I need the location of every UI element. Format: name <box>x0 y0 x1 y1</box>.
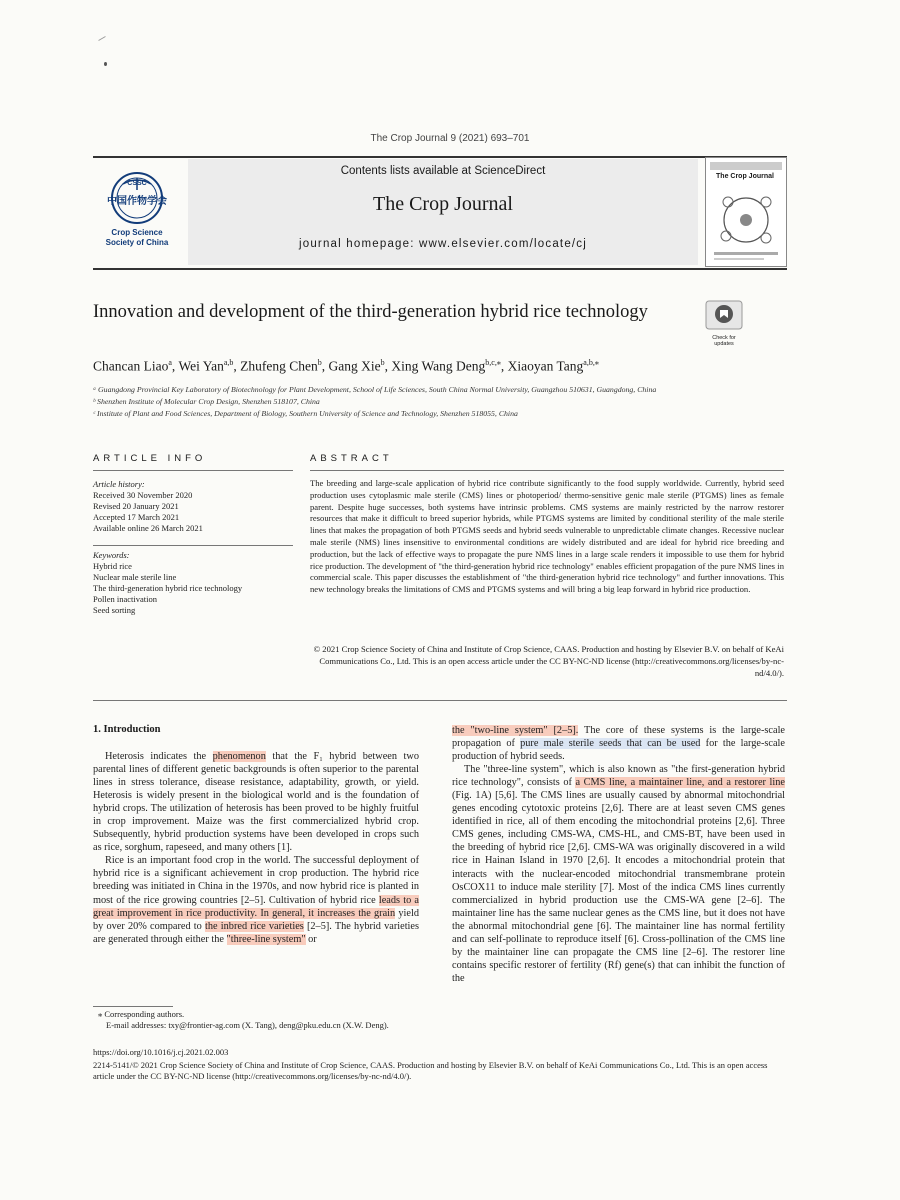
check-for-updates-label: Check for updates <box>712 335 736 347</box>
highlighted-text: the inbred rice varieties <box>205 920 304 932</box>
contents-line: Contents lists available at ScienceDirect <box>340 165 546 177</box>
right-column <box>452 724 785 985</box>
abstract-copyright: © 2021 Crop Science Society of China and Institute of Crop Science, CAAS. Production and hosting by Elsevier B.V. on behalf of KeAi Communications Co., Ltd. This is an open access article under the CC BY-NC-ND license (http://creativecommons.org/licenses/by-nc-nd/4.0/). <box>313 644 784 678</box>
corresponding-authors-note: ⁎ Corresponding authors. <box>98 1009 185 1019</box>
highlighted-text: "three-line system" <box>226 933 306 945</box>
text-run: The "three-line system", which is also known as "the first-generation hybrid rice technology", consists of <box>452 764 785 789</box>
affiliation-c: ᶜ Institute of Plant and Food Sciences, Department of Biology, Southern University of Science and Technology, Shenzhen 518055, China <box>93 409 518 418</box>
intro-paragraph-2 <box>93 854 419 945</box>
author-affiliation-marker: a,b <box>223 358 234 367</box>
society-name <box>93 228 181 248</box>
left-column <box>93 750 419 946</box>
keyword: The third-generation hybrid rice technology <box>93 583 243 593</box>
highlighted-text: phenomenon <box>212 751 266 762</box>
society-name-line1: Crop Science <box>111 228 163 237</box>
text-run: [2–5]. The hybrid varieties are generated through either the <box>93 920 419 945</box>
society-name-line2: Society of China <box>105 238 169 247</box>
highlighted-text: the "two-line system" [2–5]. <box>452 725 579 736</box>
keywords-label: Keywords: <box>93 550 130 560</box>
license-statement: 2214-5141/© 2021 Crop Science Society of China and Institute of Crop Science, CAAS. Production and hosting by Elsevier B.V. on behalf of KeAi Communications Co., Ltd. This is an open access article under the CC BY-NC-ND license (http://creativecommons.org/licenses/by-nc-nd/4.0/). <box>93 1060 768 1081</box>
abstract-heading: ABSTRACT <box>310 453 393 464</box>
doi-link[interactable]: https://doi.org/10.1016/j.cj.2021.02.003 <box>93 1047 229 1057</box>
paper-title: Innovation and development of the third-generation hybrid rice technology <box>93 302 648 322</box>
cover-title: The Crop Journal <box>716 173 774 180</box>
author-name: Zhufeng Chen <box>240 358 318 374</box>
scan-mark <box>98 36 105 41</box>
author-name: Gang Xie <box>328 358 381 374</box>
abstract-text: The breeding and large-scale application of hybrid rice contribute significantly to the food supply worldwide. Currently, hybrid seed production uses cytoplasmic male sterile (CMS) lines or photoperiod/ thermo-sensitive genic male sterile (PTGMS) lines as female parent. Despite huge successes, both systems have intrinsic problems. CMS systems are mainly restricted by the narrow restorer resources that make it difficult to breed superior hybrids, while PTGMS systems are limited by conditional sterility of the male sterile lines that makes the propagation of both PTGMS seeds and hybrid seeds vulnerable to unpredictable climate changes. Recessive nuclear male sterile (NMS) lines insensitive to environmental conditions are widely distributed and are ideal for hybrid rice breeding and production, but the lack of effective ways to propagate the pure NMS lines in a large scale renders it impossible to use them for hybrid rice production. The development of "the third-generation hybrid rice technology" enables efficient propagation of the pure NMS lines in commercial scale. This paper discusses the establishment of "the third-generation hybrid rice technology" and further innovations. This new technology breaks the limitations of CMS and PTGMS systems and will bring a big leap forward in hybrid rice production. <box>310 478 784 595</box>
text-run: for the large-scale production of hybrid seeds. <box>452 738 785 763</box>
text-run: that the F₁ hybrid between two parental lines of different genetic backgrounds is often superior to the parental lines in stress tolerance, disease resistance, adaptability, growth, or yield. Heterosis is widely present in the biological world and is the foundation of hybrid crops. The utilization of heterosis has been proved to be highly fruitful in crop improvement. Maize was the first commercialized hybrid crop. Subsequently, hybrid production systems have been developed in crops such as rice, sorghum, rapeseed, and many others [1]. <box>93 751 419 854</box>
highlighted-text: pure male sterile seeds that can be used <box>520 738 701 750</box>
keywords-block <box>93 550 303 616</box>
author-affiliation-marker: a,b,⁎ <box>583 358 599 367</box>
author-affiliation-marker: b <box>380 358 385 367</box>
journal-homepage-link[interactable]: journal homepage: www.elsevier.com/locate/cj <box>298 238 588 250</box>
check-for-updates-badge[interactable] <box>705 300 743 347</box>
article-history <box>93 479 303 534</box>
intro-paragraph-4 <box>452 763 785 985</box>
footnote-rule <box>93 1006 173 1007</box>
logo-chinese-text: 中国作物学会 <box>107 196 167 207</box>
article-info-rule <box>93 470 293 471</box>
abstract-rule <box>310 470 784 471</box>
intro-paragraph-3 <box>452 724 785 763</box>
author-affiliation-marker: b <box>317 358 322 367</box>
highlighted-text: leads to a great improvement in rice productivity. In general, it increases the grain <box>93 894 419 919</box>
journal-citation: The Crop Journal 9 (2021) 693–701 <box>370 133 530 144</box>
author-affiliation-marker: a <box>168 358 172 367</box>
author-separator: , <box>384 358 392 374</box>
text-run: (Fig. 1A) [5,6]. The CMS lines are usually caused by abnormal mitochondrial genes encoding cytotoxic proteins [2,6]. There are at least seven CMS genes identified in rice, all of them encoding the mitochondrial proteins [2,6]. Three CMS genes, including CMS-WA, CMS-HL, and CMS-BT, have been used in the breeding of hybrid rice [2,6]. CMS-WA was originally discovered in a wild rice in Hainan Island in 1970 [2,6]. It encodes a mitochondrial protein that interacts with the nuclear-encoded mitochondrial transmembrane protein OsCOX11 to induce male sterility [7]. Most of the indica CMS lines currently commercialized in hybrid production use the CMS-WA gene [2–6]. The maintainer line has the same nuclear genes as the CMS line, but it does not have the abnormal mitochondrial gene [6]. The maintainer line has normal fertility and can self-pollinate to reproduce itself [6]. Cross-pollination of the CMS line by the maintainer line can propagate the CMS line [2–6]. The restorer line contains specific restorer of fertility (Rf) gene(s) that can inhibit the function of the <box>452 790 785 984</box>
history-revised: Revised 20 January 2021 <box>93 501 179 511</box>
text-run: The core of these systems is the large-scale propagation of <box>452 725 785 750</box>
keyword: Pollen inactivation <box>93 594 157 604</box>
author-name: Chancan Liao <box>93 358 169 374</box>
keyword: Hybrid rice <box>93 561 132 571</box>
author-name: Wei Yan <box>178 358 224 374</box>
affiliation-a: ᵃ Guangdong Provincial Key Laboratory of Biotechnology for Plant Development, School of Life Sciences, South China Normal University, Guangzhou 510631, Guangdong, China <box>93 385 657 394</box>
text-run: Heterosis indicates the <box>105 751 213 762</box>
keywords-rule <box>93 545 293 546</box>
highlighted-text: a CMS line, a maintainer line, and a restorer line <box>575 777 785 789</box>
keyword: Seed sorting <box>93 605 136 615</box>
history-label: Article history: <box>93 479 145 489</box>
header-top-rule <box>93 156 787 158</box>
author-affiliation-marker: b,c,⁎ <box>485 358 501 367</box>
intro-paragraph-1 <box>93 750 419 854</box>
author-separator: , <box>500 358 508 374</box>
text-run: or <box>305 933 317 945</box>
intro-heading: 1. Introduction <box>93 724 161 735</box>
email-addresses: E-mail addresses: txy@frontier-ag.com (X. Tang), deng@pku.edu.cn (X.W. Deng). <box>106 1020 389 1030</box>
scan-mark <box>104 62 107 66</box>
history-received: Received 30 November 2020 <box>93 490 193 500</box>
history-online: Available online 26 March 2021 <box>93 523 203 533</box>
affiliation-b: ᵇ Shenzhen Institute of Molecular Crop Design, Shenzhen 518107, China <box>93 397 320 406</box>
author-separator: , <box>321 358 329 374</box>
keyword: Nuclear male sterile line <box>93 572 177 582</box>
author-name: Xing Wang Deng <box>391 358 486 374</box>
header-bottom-rule <box>93 268 787 270</box>
author-separator: , <box>171 358 179 374</box>
text-run: Rice is an important food crop in the world. The successful deployment of hybrid rice is a significant achievement in crop production. The hybrid rice breeding was initiated in China in the 1970s, and now hybrid rice is planted in most of the rice growing countries [2–5]. Cultivation of hybrid rice <box>93 855 419 906</box>
history-accepted: Accepted 17 March 2021 <box>93 512 180 522</box>
journal-title: The Crop Journal <box>373 193 513 215</box>
author-name: Xiaoyan Tang <box>507 358 584 374</box>
front-matter-rule <box>93 700 787 701</box>
author-separator: , <box>233 358 241 374</box>
logo-abbreviation: CSSC <box>127 180 147 187</box>
article-info-heading: ARTICLE INFO <box>93 453 207 464</box>
text-run: yield by over 20% compared to <box>93 907 419 932</box>
author-list <box>93 358 793 375</box>
